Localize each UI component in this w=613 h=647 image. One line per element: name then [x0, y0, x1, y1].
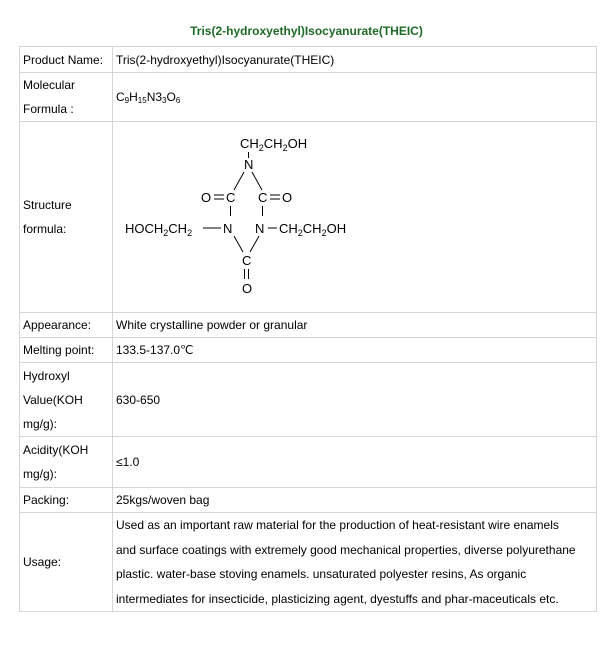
product-spec-table — [19, 46, 597, 612]
c-left: C — [226, 190, 236, 205]
formula-h-count: 15 — [137, 96, 147, 105]
product-name-label: Product Name: — [20, 47, 113, 73]
hydroxyl-value-value: 630-650 — [113, 363, 597, 437]
melting-point-value: 133.5-137.0℃ — [113, 338, 597, 363]
molecular-formula-value — [113, 73, 597, 122]
top-group: $CH_2CH_2OH$ — [240, 136, 308, 153]
acidity-label — [20, 437, 113, 488]
label-line: mg/g): — [23, 416, 58, 431]
bond — [234, 236, 243, 252]
page-title: Tris(2-hydroxyethyl)Isocyanurate(THEIC) — [190, 24, 423, 38]
packing-label: Packing: — [20, 488, 113, 513]
c-bottom: C — [242, 253, 252, 268]
o-left: O — [201, 190, 212, 205]
table-row — [20, 73, 597, 122]
o-right: O — [282, 190, 293, 205]
structure-formula-diagram — [113, 122, 597, 313]
n-right: N — [255, 221, 265, 236]
label-line: Acidity(KOH — [23, 443, 89, 457]
usage-value — [113, 513, 597, 612]
appearance-value: White crystalline powder or granular — [113, 313, 597, 338]
product-name-value: Tris(2-hydroxyethyl)Isocyanurate(THEIC) — [113, 47, 597, 73]
usage-line: and surface coatings with extremely good mechanical properties, diverse polyurethane — [116, 542, 576, 557]
acidity-value: ≤1.0 — [113, 437, 597, 488]
formula-c: C — [116, 90, 125, 104]
label-line: Molecular — [23, 78, 76, 92]
formula-h: H — [129, 90, 138, 104]
label-line: Structure — [23, 198, 72, 212]
structure-formula-label — [20, 122, 113, 313]
table-row — [20, 122, 597, 313]
table-row — [20, 488, 597, 513]
label-line: Formula : — [23, 102, 74, 116]
bond — [234, 172, 244, 190]
chemical-structure — [113, 122, 593, 312]
formula-o: O — [166, 90, 176, 104]
hydroxyl-value-label — [20, 363, 113, 437]
table-row — [20, 313, 597, 338]
o-bottom: O — [242, 281, 253, 296]
n-left: N — [223, 221, 233, 236]
usage-label: Usage: — [20, 513, 113, 612]
usage-line: plastic. water-base stoving enamels. unsaturated polyester resins, As organic — [116, 567, 527, 581]
usage-line: intermediates for insecticide, plasticizing agent, dyestuffs and phar-maceuticals etc. — [116, 591, 559, 606]
formula-n-count: 3 — [162, 96, 167, 105]
table-row — [20, 513, 597, 612]
formula-o-count: 6 — [175, 96, 181, 105]
formula-c-count: 9 — [124, 96, 130, 105]
right-group: $CH_2CH_2OH$ — [279, 221, 347, 238]
molecular-formula-label — [20, 73, 113, 122]
c-right: C — [258, 190, 268, 205]
label-line: Hydroxyl — [23, 368, 70, 383]
table-row — [20, 47, 597, 73]
bond — [250, 236, 259, 252]
usage-line: Used as an important raw material for the production of heat-resistant wire enamels — [116, 518, 559, 532]
label-line: Value(KOH — [23, 392, 83, 407]
table-row — [20, 338, 597, 363]
left-group: $HOCH_2CH_2$ — [125, 221, 193, 238]
label-line: formula: — [23, 222, 67, 236]
melting-point-label: Melting point: — [20, 338, 113, 363]
table-row — [20, 363, 597, 437]
packing-value: 25kgs/woven bag — [113, 488, 597, 513]
n-top: N — [244, 157, 254, 172]
appearance-label: Appearance: — [20, 313, 113, 338]
label-line: mg/g): — [23, 467, 58, 481]
bond — [252, 172, 262, 190]
formula-n: N3 — [146, 90, 163, 104]
table-row — [20, 437, 597, 488]
